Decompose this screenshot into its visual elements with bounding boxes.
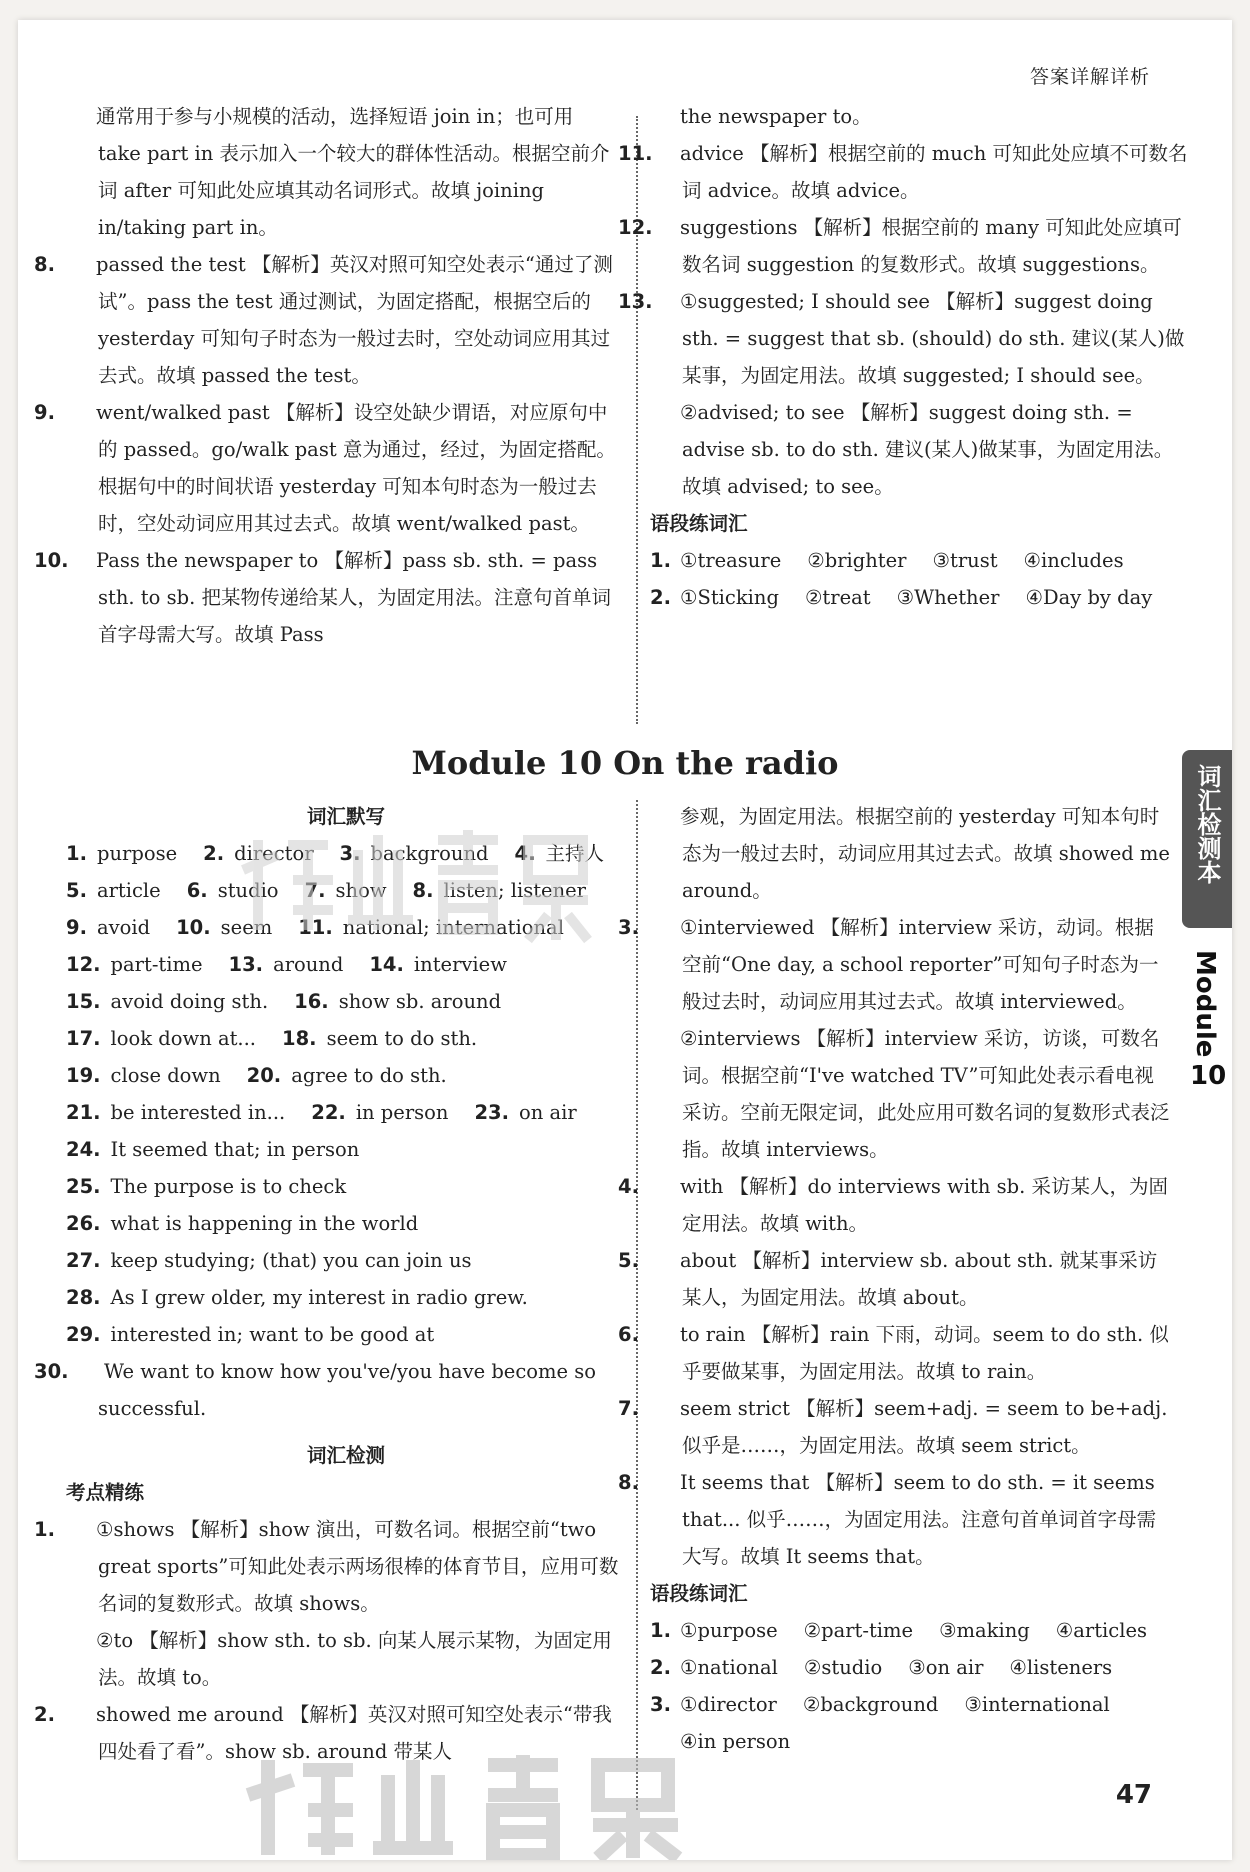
item-number: 7. (618, 1397, 639, 1420)
answer-item (618, 1390, 1170, 1464)
heading: 词汇检测 (306, 1444, 385, 1467)
answer-option: ④in person (680, 1730, 791, 1753)
answer-row (650, 579, 1190, 616)
item-text: As I grew older, my interest in radio grew. (110, 1286, 528, 1309)
item-number: 4. (514, 842, 536, 865)
answer-item (618, 1464, 1170, 1575)
dictation-row (34, 1353, 626, 1427)
item-number: 22. (311, 1101, 346, 1124)
item-text: ①interviewed 【解析】interview 采访，动词。根据空前“One day, a school reporter”可知句子时态为一般过去时，动词应用其过去式。故填 interviewed。 (680, 916, 1159, 1013)
answer-option: ②studio (803, 1656, 883, 1679)
item-number: 7. (304, 879, 326, 902)
item-number: 17. (66, 1027, 101, 1050)
item-text: interested in; want to be good at (110, 1323, 435, 1346)
dictation-row (66, 1020, 626, 1057)
item-text: director (234, 842, 314, 865)
dictation-row (66, 1316, 626, 1353)
answer-option: ③trust (932, 549, 998, 572)
item-number: 13. (618, 290, 653, 313)
item-text: keep studying; (that) you can join us (110, 1249, 472, 1272)
item-text: what is happening in the world (110, 1212, 419, 1235)
item-number: 10. (34, 549, 69, 572)
item-text: on air (519, 1101, 577, 1124)
answer-item (66, 1622, 626, 1696)
item-text: ①shows 【解析】show 演出，可数名词。根据空前“two great sports”可知此处表示两场很棒的体育节目，应用可数名词的复数形式。故填 shows。 (96, 1518, 619, 1615)
section-title: Module 10 On the radio (411, 744, 839, 782)
answer-item (66, 98, 616, 246)
item-text: national; international (342, 916, 564, 939)
item-text: background (370, 842, 489, 865)
item-number: 2. (34, 1703, 55, 1726)
subheading: 语段练词汇 (650, 512, 748, 535)
answer-item (34, 394, 616, 542)
item-text: seem (220, 916, 273, 939)
item-number: 8. (412, 879, 434, 902)
answer-item (618, 909, 1170, 1020)
dictation-row (66, 1131, 626, 1168)
item-text: ②advised; to see 【解析】suggest doing sth. = advise sb. to do sth. 建议(某人)做某事，为固定用法。故填 advised; to see。 (680, 401, 1174, 498)
dictation-row (66, 872, 626, 909)
item-text: studio (217, 879, 279, 902)
item-number: 25. (66, 1175, 101, 1198)
item-number: 16. (294, 990, 329, 1013)
dictation-row (66, 1279, 626, 1316)
answer-row (650, 1686, 1170, 1723)
item-text: Pass the newspaper to 【解析】pass sb. sth. = pass sth. to sb. 把某物传递给某人，为固定用法。注意句首单词首字母需大写。故填 Pass (96, 549, 611, 646)
answer-option: ③international (964, 1693, 1110, 1716)
side-tab (1182, 750, 1232, 928)
answer-option: ①national (680, 1656, 778, 1679)
answer-item (34, 1696, 626, 1770)
answer-option: ④Day by day (1025, 586, 1153, 609)
item-number: 18. (282, 1027, 317, 1050)
item-number: 3. (339, 842, 361, 865)
dictation-row (66, 983, 626, 1020)
heading: 词汇默写 (306, 805, 385, 828)
item-number: 3. (650, 1693, 671, 1716)
item-text: showed me around 【解析】英汉对照可知空处表示“带我四处看了看”。show sb. around 带某人 (96, 1703, 612, 1763)
subheading: 考点精练 (66, 1481, 145, 1504)
item-number: 9. (66, 916, 87, 939)
item-number: 10. (176, 916, 211, 939)
item-text: around (273, 953, 344, 976)
item-text: It seemed that; in person (110, 1138, 360, 1161)
answer-row (650, 542, 1190, 579)
item-text: in person (355, 1101, 449, 1124)
answer-item (34, 542, 616, 653)
side-tab-label: 词汇检测本 (1193, 764, 1221, 884)
item-number: 30. (34, 1360, 69, 1383)
answer-option: ④includes (1023, 549, 1124, 572)
dictation-row (66, 946, 626, 983)
item-text: listen; listener (443, 879, 586, 902)
item-number: 27. (66, 1249, 101, 1272)
answer-option: ③making (939, 1619, 1030, 1642)
answer-item (618, 135, 1190, 209)
item-text: be interested in... (110, 1101, 286, 1124)
dictation-row (66, 835, 626, 872)
item-number: 29. (66, 1323, 101, 1346)
item-text: look down at... (110, 1027, 257, 1050)
answer-item (618, 283, 1190, 394)
item-number: 23. (474, 1101, 510, 1124)
item-number: 15. (66, 990, 101, 1013)
side-module-number: 10 (1190, 1061, 1227, 1092)
item-number: 1. (650, 1619, 671, 1642)
item-number: 4. (618, 1175, 639, 1198)
answer-option: ①purpose (680, 1619, 778, 1642)
item-number: 1. (650, 549, 671, 572)
item-text: interview (413, 953, 507, 976)
item-text: advice 【解析】根据空前的 much 可知此处应填不可数名词 advice。故填 advice。 (680, 142, 1188, 202)
item-text: with 【解析】do interviews with sb. 采访某人，为固定用法。故填 with。 (680, 1175, 1169, 1235)
bottom-left-column (34, 798, 626, 1770)
item-number: 20. (246, 1064, 282, 1087)
document-page (18, 20, 1232, 1860)
item-text: show sb. around (338, 990, 502, 1013)
item-number: 6. (618, 1323, 639, 1346)
answer-item (34, 246, 616, 394)
answer-item (650, 798, 1170, 909)
item-number: 14. (369, 953, 404, 976)
item-text: 通常用于参与小规模的活动，选择短语 join in；也可用 take part in 表示加入一个较大的群体性活动。根据空前介词 after 可知此处应填其动名词形式。故填 joining in/taking part in。 (96, 105, 610, 239)
answer-option: ①treasure (680, 549, 782, 572)
item-number: 5. (618, 1249, 639, 1272)
answer-item (650, 394, 1190, 505)
item-text: avoid doing sth. (110, 990, 269, 1013)
answer-option: ④listeners (1009, 1656, 1113, 1679)
answer-row (650, 1723, 1170, 1760)
item-text: part-time (110, 953, 203, 976)
subheading: 语段练词汇 (650, 1582, 748, 1605)
item-text: passed the test 【解析】英汉对照可知空处表示“通过了测试”。pass the test 通过测试，为固定搭配，根据空后的 yesterday 可知句子时态为一般过去时，空处动词应用其过去式。故填 passed the test。 (96, 253, 613, 387)
answer-option: ②part-time (803, 1619, 914, 1642)
item-number: 24. (66, 1138, 101, 1161)
item-number: 2. (650, 586, 671, 609)
top-right-column (618, 98, 1190, 616)
side-module-label (1190, 950, 1227, 1092)
item-number: 28. (66, 1286, 101, 1309)
answer-option: ②brighter (807, 549, 907, 572)
item-text: The purpose is to check (110, 1175, 347, 1198)
answer-option: ④articles (1055, 1619, 1147, 1642)
item-text: the newspaper to。 (680, 105, 872, 128)
column-divider (636, 800, 638, 1810)
answer-row (650, 1649, 1170, 1686)
item-text: seem to do sth. (326, 1027, 478, 1050)
item-text: suggestions 【解析】根据空前的 many 可知此处应填可数名词 suggestion 的复数形式。故填 suggestions。 (680, 216, 1182, 276)
answer-item (34, 1511, 626, 1622)
item-number: 11. (618, 142, 653, 165)
bottom-right-column (618, 798, 1170, 1760)
item-number: 6. (186, 879, 208, 902)
answer-option: ③Whether (896, 586, 1000, 609)
side-module-text: Module (1190, 950, 1220, 1058)
answer-item (650, 98, 1190, 135)
answer-item (618, 1168, 1170, 1242)
item-text: avoid (96, 916, 151, 939)
answer-option: ①director (680, 1693, 777, 1716)
item-text: ②to 【解析】show sth. to sb. 向某人展示某物，为固定用法。故填 to。 (96, 1629, 612, 1689)
dictation-row (66, 1168, 626, 1205)
page-header: 答案详解详析 (1029, 66, 1150, 88)
item-text: purpose (96, 842, 178, 865)
item-text: We want to know how you've/you have become so successful. (98, 1360, 596, 1420)
item-number: 19. (66, 1064, 101, 1087)
item-text: close down (110, 1064, 221, 1087)
column-divider (636, 116, 638, 724)
dictation-row (66, 1094, 626, 1131)
dictation-row (66, 909, 626, 946)
answer-item (618, 1242, 1170, 1316)
item-number: 3. (618, 916, 639, 939)
item-text: 参观，为固定用法。根据空前的 yesterday 可知本句时态为一般过去时，动词应用其过去式。故填 showed me around。 (680, 805, 1170, 902)
item-text: agree to do sth. (291, 1064, 447, 1087)
answer-option: ②treat (804, 586, 871, 609)
top-left-column (34, 98, 616, 653)
answer-option: ②background (802, 1693, 939, 1716)
item-text: show (335, 879, 387, 902)
answer-row (650, 1612, 1170, 1649)
item-number: 2. (650, 1656, 671, 1679)
item-number: 21. (66, 1101, 101, 1124)
item-text: ②interviews 【解析】interview 采访，访谈，可数名词。根据空前“I've watched TV”可知此处表示看电视采访。空前无限定词，此处应用可数名词的复数形式表泛指。故填 interviews。 (680, 1027, 1170, 1161)
item-number: 8. (618, 1471, 639, 1494)
item-text: seem strict 【解析】seem+adj. = seem to be+adj. 似乎是……，为固定用法。故填 seem strict。 (680, 1397, 1168, 1457)
dictation-row (66, 1057, 626, 1094)
item-number: 11. (298, 916, 333, 939)
item-number: 26. (66, 1212, 101, 1235)
item-text: went/walked past 【解析】设空处缺少谓语，对应原句中的 passed。go/walk past 意为通过，经过，为固定搭配。根据句中的时间状语 yesterday 可知本句时态为一般过去时，空处动词应用其过去式。故填 went/walked past。 (96, 401, 616, 535)
item-number: 8. (34, 253, 55, 276)
item-number: 1. (34, 1518, 55, 1541)
item-text: It seems that 【解析】seem to do sth. = it seems that... 似乎……，为固定用法。注意句首单词首字母需大写。故填 It seems that。 (680, 1471, 1157, 1568)
item-text: article (96, 879, 161, 902)
item-number: 12. (618, 216, 653, 239)
answer-item (618, 1316, 1170, 1390)
item-number: 13. (228, 953, 264, 976)
item-number: 12. (66, 953, 101, 976)
answer-item (650, 1020, 1170, 1168)
dictation-row (66, 1205, 626, 1242)
item-number: 5. (66, 879, 87, 902)
dictation-row (66, 1242, 626, 1279)
item-text: 主持人 (545, 842, 604, 865)
page-number: 47 (1115, 1780, 1152, 1810)
item-text: about 【解析】interview sb. about sth. 就某事采访某人，为固定用法。故填 about。 (680, 1249, 1158, 1309)
answer-option: ③on air (908, 1656, 984, 1679)
item-number: 9. (34, 401, 55, 424)
item-number: 2. (203, 842, 225, 865)
item-text: to rain 【解析】rain 下雨，动词。seem to do sth. 似乎要做某事，为固定用法。故填 to rain。 (680, 1323, 1169, 1383)
answer-option: ①Sticking (680, 586, 779, 609)
item-number: 1. (66, 842, 87, 865)
item-text: ①suggested; I should see 【解析】suggest doing sth. = suggest that sb. (should) do sth. 建议(某人)做某事，为固定用法。故填 suggested; I should see。 (680, 290, 1185, 387)
answer-item (618, 209, 1190, 283)
